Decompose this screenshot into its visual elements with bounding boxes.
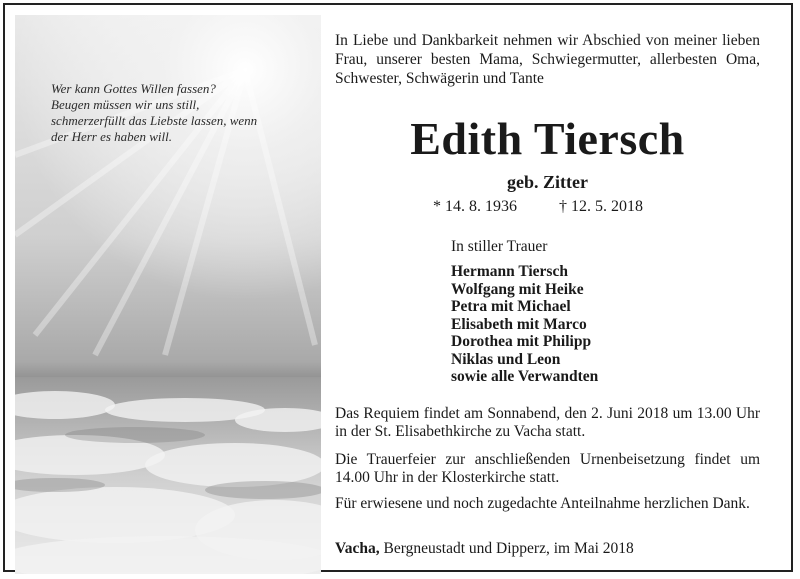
mourner-name: Petra mit Michael (451, 298, 571, 315)
intro-text: In Liebe und Dankbarkeit nehmen wir Abschied von meiner lieben Frau, unserer besten Mama, Schwiegermutter, allerbesten Oma, Schwester, Schwägerin und Tante (335, 32, 760, 87)
obituary-text-column (335, 31, 760, 557)
thanks-text: Für erwiesene und noch zugedachte Anteilnahme herzlichen Dank. (335, 495, 750, 512)
mourning-heading: In stiller Trauer (451, 238, 548, 255)
mourner-name: Elisabeth mit Marco (451, 315, 587, 333)
maiden-name: geb. Zitter (507, 172, 588, 192)
life-dates (433, 198, 643, 216)
sky-clouds-image (15, 15, 321, 574)
obituary-frame (3, 3, 793, 572)
requiem-info: Das Requiem findet am Sonnabend, den 2. Juni 2018 um 13.00 Uhr in der St. Elisabethkirche zu Vacha statt. (335, 405, 760, 440)
mourner-name: Wolfgang mit Heike (451, 280, 584, 298)
birth-date: * 14. 8. 1936 (433, 198, 517, 215)
mourner-name: Dorothea mit Philipp (451, 333, 592, 350)
death-date: † 12. 5. 2018 (559, 198, 643, 215)
closing-line (335, 540, 634, 558)
funeral-info: Die Trauerfeier zur anschließenden Urnenbeisetzung findet um 14.00 Uhr in der Klosterkirche statt. (335, 451, 760, 486)
closing-place: Vacha, (335, 540, 380, 557)
bible-quote: Wer kann Gottes Willen fassen? Beugen müssen wir uns still, schmerzerfüllt das Liebste lassen, wenn der Herr es haben will. (51, 81, 258, 144)
mourner-name: Hermann Tiersch (451, 263, 568, 280)
mourners-list (451, 263, 598, 386)
closing-rest: Bergneustadt und Dipperz, im Mai 2018 (379, 540, 634, 557)
deceased-name: Edith Tiersch (410, 113, 685, 164)
mourner-name: sowie alle Verwandten (451, 368, 599, 385)
mourner-name: Niklas und Leon (451, 350, 561, 368)
